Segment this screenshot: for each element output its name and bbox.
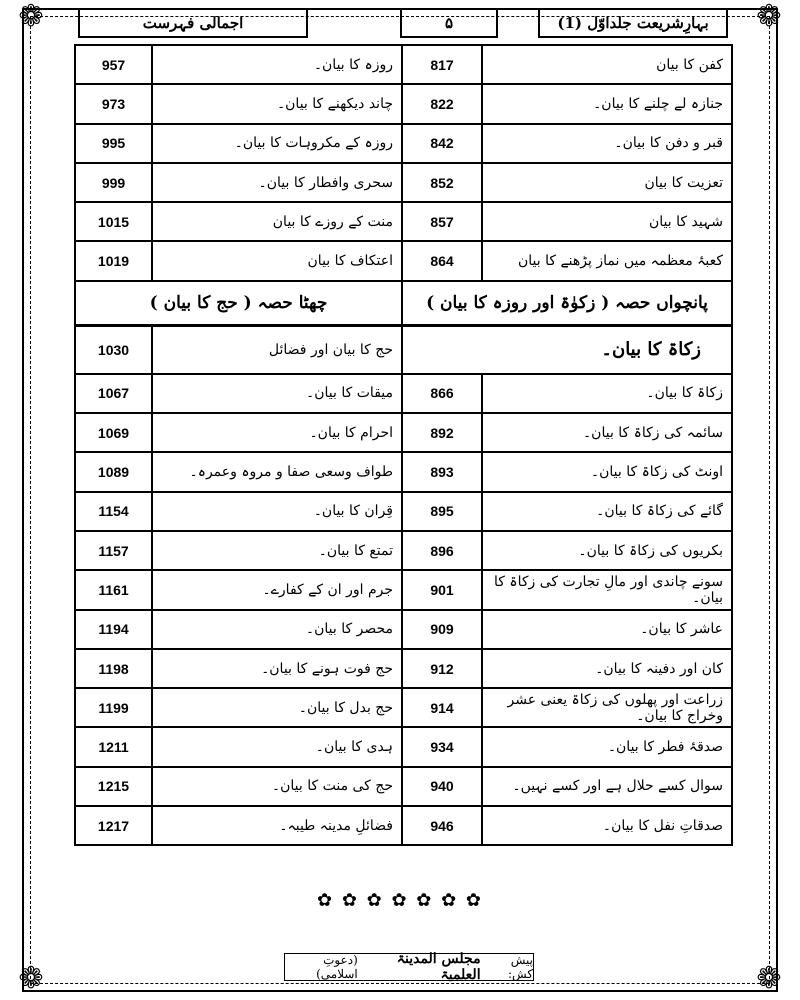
entry-page: 1019 — [75, 241, 152, 280]
entry-page: 1069 — [75, 413, 152, 452]
entry-title: زراعت اور پھلوں کی زکاۃ یعنی عشر وخراج کا بیان۔ — [482, 688, 732, 727]
entry-title: چاند دیکھنے کا بیان۔ — [152, 84, 402, 123]
table-row — [75, 688, 732, 727]
entry-title: حج فوت ہونے کا بیان۔ — [152, 649, 402, 688]
contents-table — [74, 44, 733, 846]
table-row — [75, 531, 732, 570]
table-row — [75, 610, 732, 649]
table-row — [75, 163, 732, 202]
entry-page: 912 — [402, 649, 482, 688]
section-title: اجمالی فہرست — [78, 8, 308, 38]
entry-title: منت کے روزے کا بیان — [152, 202, 402, 241]
table-row — [75, 413, 732, 452]
entry-page: 1089 — [75, 452, 152, 491]
table-row — [75, 84, 732, 123]
entry-page: 995 — [75, 124, 152, 163]
entry-page: 1211 — [75, 727, 152, 766]
entry-title: سونے چاندی اور مالِ تجارت کی زکاۃ کا بیان۔ — [482, 570, 732, 609]
entry-page: 934 — [402, 727, 482, 766]
entry-page: 946 — [402, 806, 482, 845]
entry-page: 1161 — [75, 570, 152, 609]
publisher-name: مجلس المدینۃ العلمیۃ — [396, 951, 481, 983]
entry-page: 1194 — [75, 610, 152, 649]
flower-corner-icon: ❁ — [756, 961, 782, 996]
table-row — [75, 727, 732, 766]
publisher-footer — [284, 953, 534, 981]
part-five-heading: پانچواں حصہ ( زکوٰۃ اور روزہ کا بیان ) — [402, 281, 732, 326]
entry-title: قبر و دفن کا بیان۔ — [482, 124, 732, 163]
table-row — [75, 767, 732, 806]
entry-title: سائمہ کی زکاۃ کا بیان۔ — [482, 413, 732, 452]
entry-title: میقات کا بیان۔ — [152, 374, 402, 413]
entry-page: 893 — [402, 452, 482, 491]
entry-title: اعتکاف کا بیان — [152, 241, 402, 280]
entry-title: گائے کی زکاۃ کا بیان۔ — [482, 492, 732, 531]
section-heading-row — [75, 281, 732, 326]
entry-page: 1154 — [75, 492, 152, 531]
entry-page: 957 — [75, 45, 152, 84]
entry-title: کان اور دفینہ کا بیان۔ — [482, 649, 732, 688]
table-row — [75, 649, 732, 688]
entry-title: ہدی کا بیان۔ — [152, 727, 402, 766]
entry-title: احرام کا بیان۔ — [152, 413, 402, 452]
entry-title: بکریوں کی زکاۃ کا بیان۔ — [482, 531, 732, 570]
flower-corner-icon: ❁ — [18, 961, 44, 996]
flower-corner-icon: ❁ — [756, 0, 782, 34]
entry-page: 842 — [402, 124, 482, 163]
entry-title: کفن کا بیان — [482, 45, 732, 84]
page-number: ۵ — [400, 8, 498, 38]
flower-corner-icon: ❁ — [18, 0, 44, 34]
entry-page: 866 — [402, 374, 482, 413]
book-title: بہارِشریعت جلداوّل (1) — [538, 8, 728, 38]
table-row — [75, 45, 732, 84]
entry-title: جنازہ لے چلنے کا بیان۔ — [482, 84, 732, 123]
entry-title: حج بدل کا بیان۔ — [152, 688, 402, 727]
entry-page: 1157 — [75, 531, 152, 570]
entry-page: 940 — [402, 767, 482, 806]
entry-title: تعزیت کا بیان — [482, 163, 732, 202]
entry-title: جرم اور ان کے کفارے۔ — [152, 570, 402, 609]
entry-title: قِران کا بیان۔ — [152, 492, 402, 531]
entry-page: 914 — [402, 688, 482, 727]
entry-page: 822 — [402, 84, 482, 123]
entry-title: سحری وافطار کا بیان۔ — [152, 163, 402, 202]
entry-title: فضائلِ مدینہ طیبہ۔ — [152, 806, 402, 845]
entry-page: 896 — [402, 531, 482, 570]
table-row — [75, 492, 732, 531]
entry-title: روزہ کے مکروہات کا بیان۔ — [152, 124, 402, 163]
entry-page: 909 — [402, 610, 482, 649]
entry-page: 1198 — [75, 649, 152, 688]
part-six-heading: چھٹا حصہ ( حج کا بیان ) — [75, 281, 402, 326]
entry-page: 1015 — [75, 202, 152, 241]
entry-page: 1217 — [75, 806, 152, 845]
entry-page: 1030 — [75, 325, 152, 374]
flower-ornament-icon: ✿ ✿ ✿ ✿ ✿ ✿ ✿ — [317, 890, 483, 911]
entry-page: 852 — [402, 163, 482, 202]
table-row — [75, 202, 732, 241]
entry-page: 999 — [75, 163, 152, 202]
table-row — [75, 241, 732, 280]
table-row — [75, 325, 732, 374]
entry-title: عاشر کا بیان۔ — [482, 610, 732, 649]
entry-title: حج کی منت کا بیان۔ — [152, 767, 402, 806]
entry-title: حج کا بیان اور فضائل — [152, 325, 402, 374]
entry-page: 817 — [402, 45, 482, 84]
footer-prefix: پیش کش: — [507, 953, 533, 981]
entry-title: شہید کا بیان — [482, 202, 732, 241]
entry-page: 864 — [402, 241, 482, 280]
entry-page: 901 — [402, 570, 482, 609]
entry-title: کعبۂ معظمہ میں نماز پڑھنے کا بیان — [482, 241, 732, 280]
entry-title: زکاۃ کا بیان۔ — [482, 374, 732, 413]
table-row — [75, 452, 732, 491]
entry-page: 895 — [402, 492, 482, 531]
table-row — [75, 374, 732, 413]
entry-page: 857 — [402, 202, 482, 241]
table-row — [75, 806, 732, 845]
entry-title: صدقۂ فطر کا بیان۔ — [482, 727, 732, 766]
entry-page: 1199 — [75, 688, 152, 727]
entry-title: سوال کسے حلال ہے اور کسے نہیں۔ — [482, 767, 732, 806]
entry-title: تمتع کا بیان۔ — [152, 531, 402, 570]
zakat-subheading: زکاۃ کا بیان۔ — [402, 325, 732, 374]
table-row — [75, 570, 732, 609]
entry-page: 892 — [402, 413, 482, 452]
entry-page: 1215 — [75, 767, 152, 806]
entry-title: طواف وسعی صفا و مروہ وعمرہ۔ — [152, 452, 402, 491]
entry-title: اونٹ کی زکاۃ کا بیان۔ — [482, 452, 732, 491]
entry-title: صدقاتِ نفل کا بیان۔ — [482, 806, 732, 845]
entry-title: محصر کا بیان۔ — [152, 610, 402, 649]
entry-title: روزہ کا بیان۔ — [152, 45, 402, 84]
table-row — [75, 124, 732, 163]
page-header — [78, 8, 728, 38]
entry-page: 1067 — [75, 374, 152, 413]
footer-suffix: (دعوتِ اسلامی) — [316, 953, 358, 981]
entry-page: 973 — [75, 84, 152, 123]
